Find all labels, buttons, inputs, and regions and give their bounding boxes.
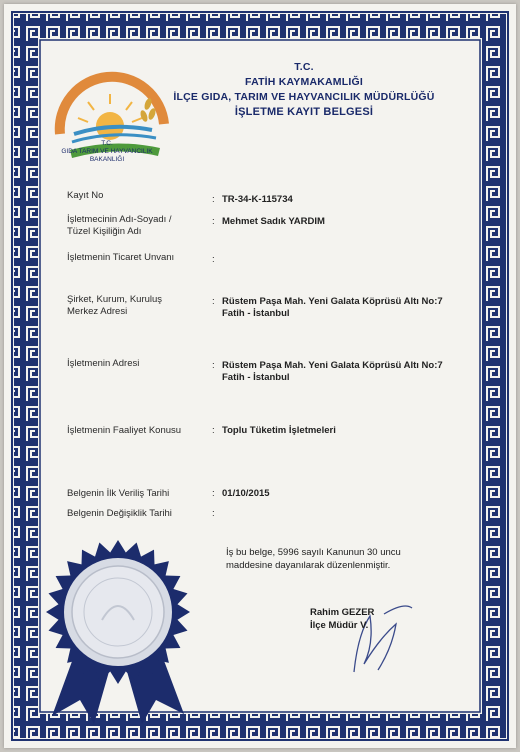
logo-caption (52, 140, 162, 164)
field-label-isletme-adresi: İşletmenin Adresi (67, 358, 140, 369)
field-colon: : (212, 488, 215, 499)
field-colon: : (212, 296, 215, 307)
header-kaymakamlik: FATİH KAYMAKAMLIĞI (245, 76, 363, 88)
signatory-title: İlçe Müdür V. (310, 620, 369, 631)
field-colon: : (212, 216, 215, 227)
field-colon: : (212, 425, 215, 436)
field-colon: : (212, 360, 215, 371)
field-label-ticaret-unvani: İşletmenin Ticaret Unvanı (67, 252, 175, 263)
field-value-isletme-adresi: Rüstem Paşa Mah. Yeni Galata Köprüsü Altı No:7 Fatih - İstanbul (222, 360, 443, 383)
certificate-sheet (4, 4, 516, 748)
rosette-seal (34, 524, 204, 724)
field-value-merkez-adresi: Rüstem Paşa Mah. Yeni Galata Köprüsü Altı No:7 Fatih - İstanbul (222, 296, 443, 319)
field-colon: : (212, 508, 215, 519)
field-label-degisiklik-tarihi: Belgenin Değişiklik Tarihi (67, 508, 172, 519)
logo-line-1: T.C. (101, 140, 113, 147)
document-title: İŞLETME KAYIT BELGESİ (234, 106, 374, 118)
field-label-faaliyet-konusu: İşletmenin Faaliyet Konusu (67, 425, 182, 436)
field-label-isletmeci-adi: İşletmecinin Adı-Soyadı / Tüzel Kişiliğin Adı (67, 214, 172, 237)
field-colon: : (212, 254, 215, 265)
signatory-block (310, 606, 374, 632)
legal-note: İş bu belge, 5996 sayılı Kanunun 30 uncu maddesine dayanılarak düzenlenmiştir. (226, 547, 401, 571)
field-value-isletmeci-adi: Mehmet Sadık YARDIM (222, 216, 325, 227)
field-value-faaliyet-konusu: Toplu Tüketim İşletmeleri (222, 425, 336, 436)
logo-line-2: GIDA TARIM VE HAYVANCILIK (61, 148, 153, 155)
document-header (154, 60, 454, 120)
field-value-kayit-no: TR-34-K-115734 (222, 194, 293, 205)
header-tc: T.C. (294, 61, 314, 73)
signatory-name: Rahim GEZER (310, 607, 375, 618)
header-mudurluk: İLÇE GIDA, TARIM VE HAYVANCILIK MÜDÜRLÜĞÜ (173, 91, 435, 103)
field-colon: : (212, 194, 215, 205)
field-label-merkez-adresi: Şirket, Kurum, Kuruluş Merkez Adresi (67, 294, 163, 317)
logo-line-3: BAKANLIĞI (89, 156, 125, 163)
field-label-ilk-verilis-tarihi: Belgenin İlk Veriliş Tarihi (67, 488, 170, 499)
field-value-ilk-verilis-tarihi: 01/10/2015 (222, 488, 270, 499)
field-label-kayit-no: Kayıt No (67, 190, 104, 201)
